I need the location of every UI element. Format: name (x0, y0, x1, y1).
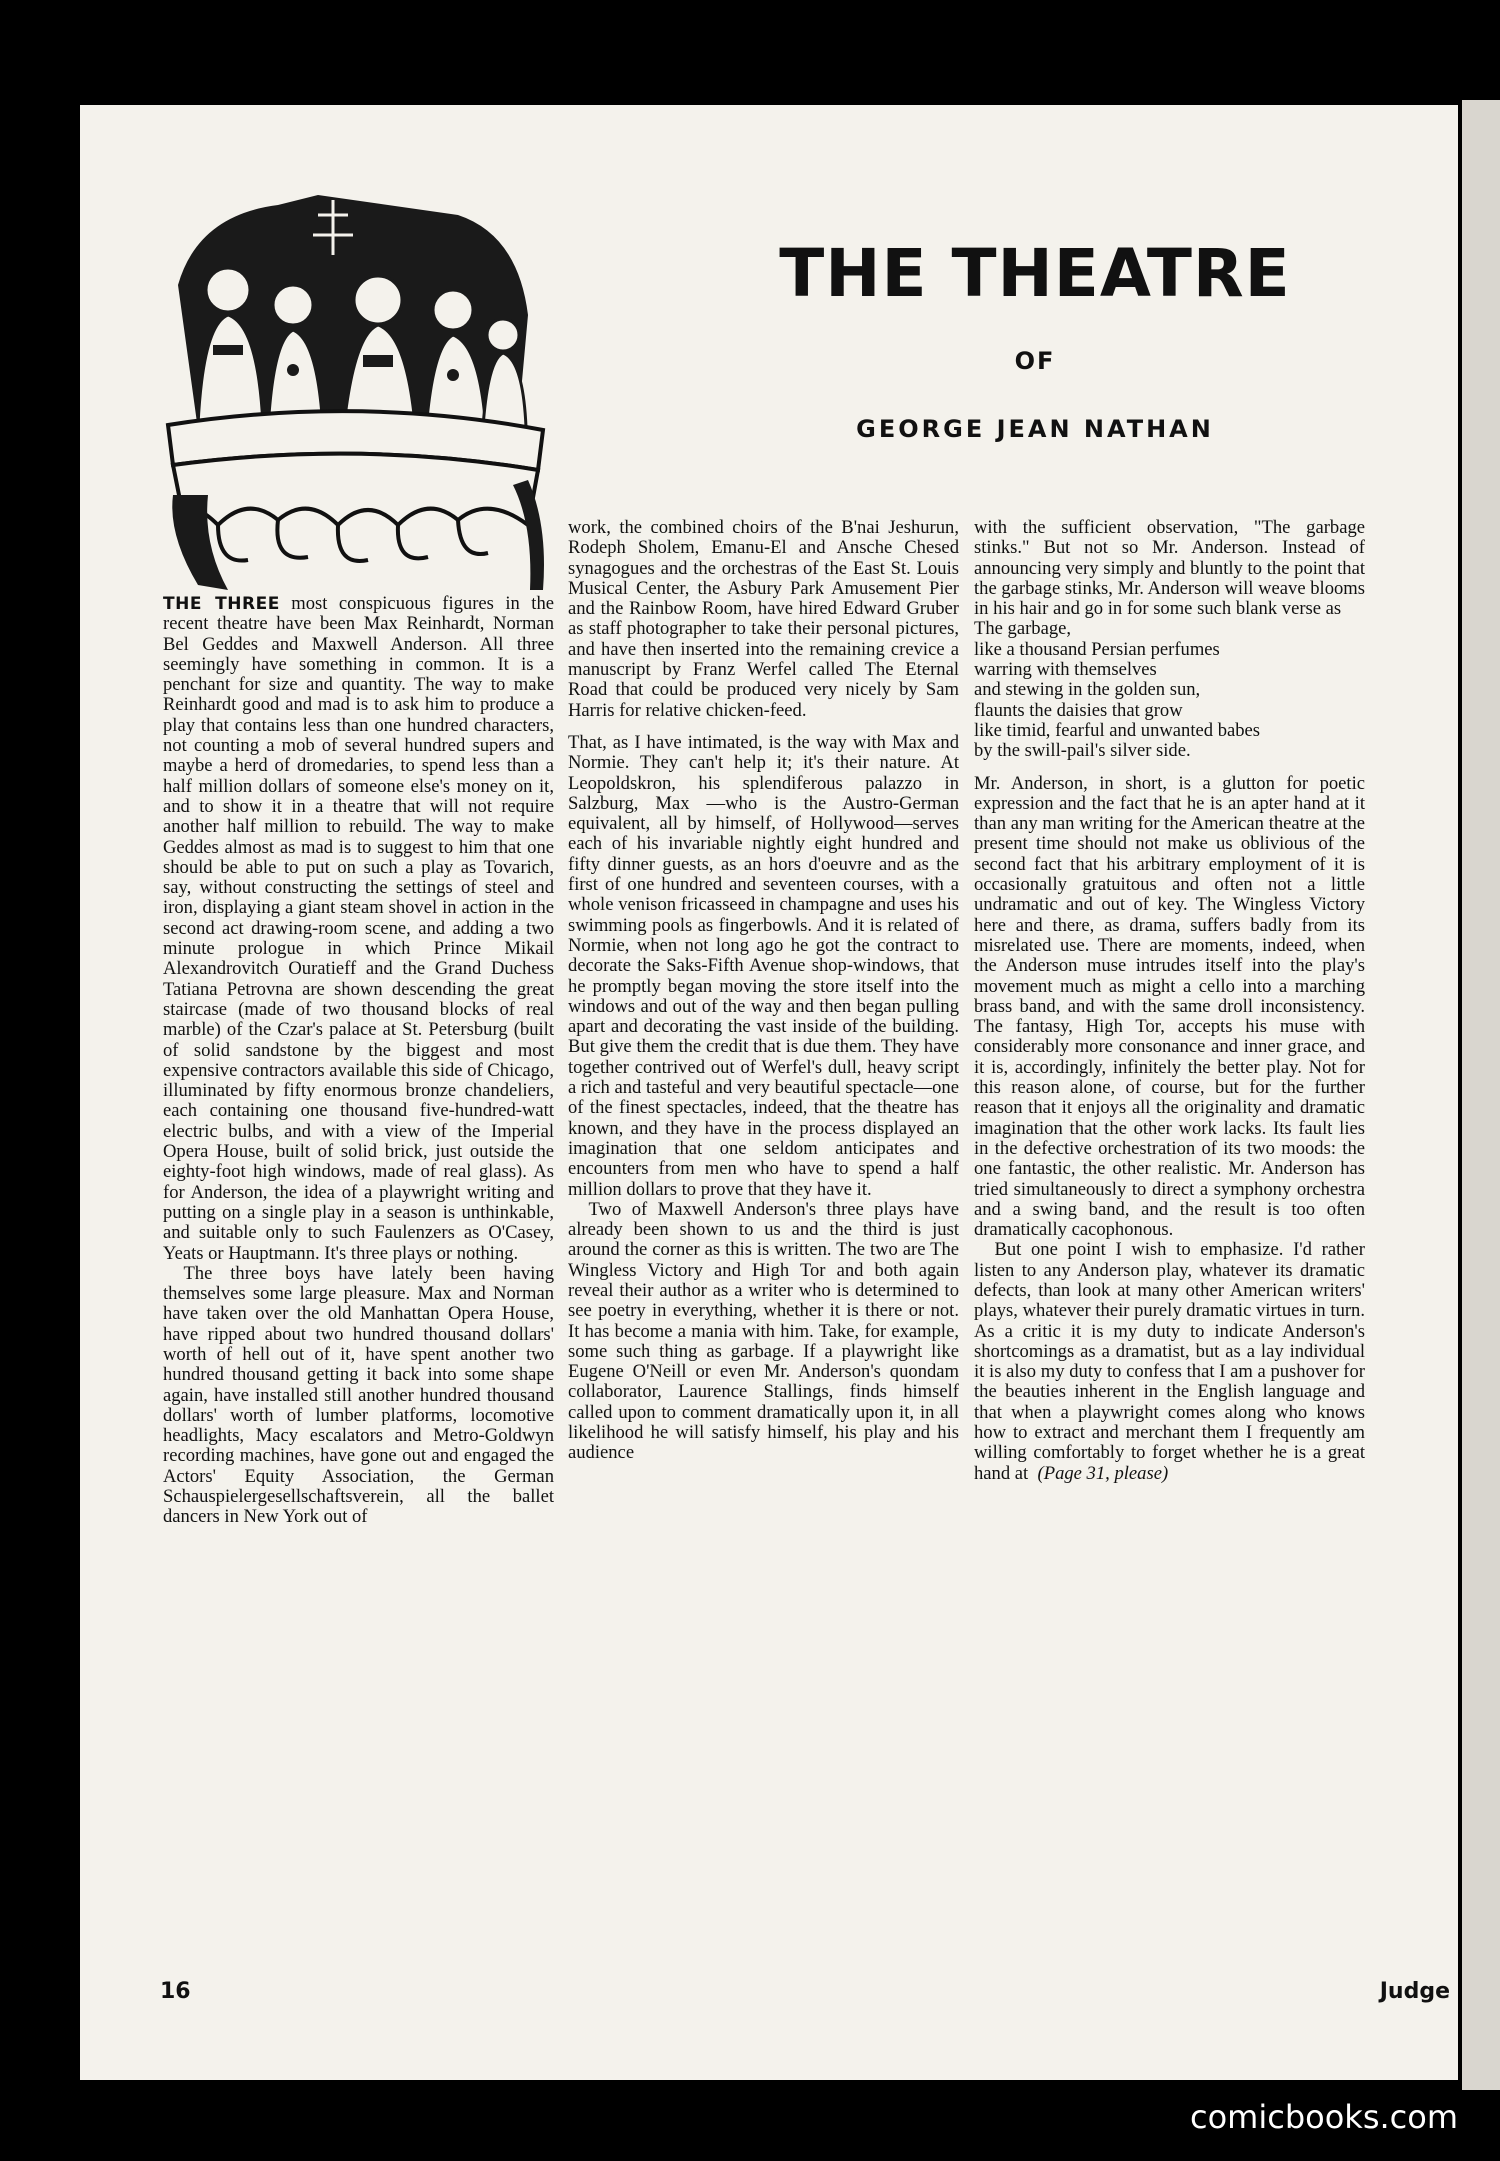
verse-line: The garbage, (974, 618, 1072, 640)
article-column-1 (163, 594, 554, 1528)
continuation-note: (Page 31, please) (1037, 1462, 1169, 1484)
magazine-name: Judge (1379, 1979, 1450, 2004)
verse-line: warring with themselves (974, 659, 1157, 681)
paragraph-text: But one point I wish to emphasize. I'd rather listen to any Anderson play, whatever its dramatic defects, than look at many other American writers' plays, whatever their purely dramatic virtues in turn. As a critic it is my duty to indicate Anderson's shortcomings as a dramatist, but as a lay individual it is also my duty to confess that I am a pushover for the beauties inherent in the English language and that when a playwright comes along who knows how to extract and merchant them I frequently am willing comfortably to forget whether he is a great hand at (974, 1239, 1365, 1484)
paragraph: with the sufficient observation, "The garbage stinks." But not so Mr. Anderson. Instead of announcing very simply and bluntly to the point that the garbage stinks, Mr. Anderson will weave blooms in his hair and go in for some such blank verse as (974, 517, 1365, 620)
page-number: 16 (160, 1979, 191, 2004)
verse-line: and stewing in the golden sun, (974, 679, 1201, 701)
paragraph: The three boys have lately been having themselves some large pleasure. Max and Norman have taken over the old Manhattan Opera House, have ripped about two hundred thousand dollars' worth of hell out of it, have spent another two hundred thousand getting it back into some shape again, have installed still another hundred thousand dollars' worth of lumber platforms, locomotive headlights, Macy escalators and Metro-Goldwyn recording machines, have gone out and engaged the Actors' Equity Association, the German Schauspielergesellschaftsverein, all the ballet dancers in New York out of (163, 1262, 554, 1528)
source-watermark: comicbooks.com (1190, 2098, 1459, 2136)
paragraph: Mr. Anderson, in short, is a glutton for poetic expression and the fact that he is an apter hand at it than any man writing for the American theatre at the present time should not make us oblivious of the second fact that his arbitrary employment of it is occasionally gratuitous and often not a little undramatic and out of key. The Wingless Victory here and there, as drama, suffers badly from its misrelated use. There are moments, indeed, when the Anderson muse intrudes itself into the play's movement much as might a cello into a marching brass band, and with the same droll inconsistency. The fantasy, High Tor, accepts his muse with considerably more consonance and inner grace, and it is, accordingly, infinitely the better play. Not for this reason alone, of course, but for the further reason that it enjoys all the originality and dramatic imagination that the other work lacks. Its fault lies in the defective orchestration of its two moods: the one fantastic, the other realistic. Mr. Anderson has tried simultaneously to direct a symphony orchestra and a swing band, and the result is too often dramatically cacophonous. (974, 772, 1365, 1241)
adjacent-page-edge (1462, 100, 1500, 2090)
verse-line: flaunts the daisies that grow (974, 699, 1183, 721)
magazine-page (80, 105, 1458, 2080)
lead-in: THE THREE (163, 594, 280, 614)
verse-line: by the swill-pail's silver side. (974, 740, 1191, 762)
verse-line: like a thousand Persian perfumes (974, 638, 1220, 660)
article-column-3 (974, 518, 1365, 1484)
verse-line: like timid, fearful and unwanted babes (974, 719, 1261, 741)
paragraph (163, 594, 554, 1264)
article-column-2 (568, 518, 959, 1464)
paragraph-text: most conspicuous figures in the recent theatre have been Max Reinhardt, Norman Bel Geddes and Maxwell Anderson. All three seemingly have something in common. It is a penchant for size and quantity. The way to make Reinhardt good and mad is to ask him to produce a play that contains less than one hundred characters, not counting a mob of several hundred supers and maybe a herd of dromedaries, to spend less than a half million dollars of someone else's money on it, and to show it in a theatre that will not require another half million to rebuild. The way to make Geddes almost as mad is to suggest to him that one should be able to put on such a play as Tovarich, say, without constructing the settings of steel and iron, displaying a giant steam shovel in action in the second act drawing-room scene, and adding a two minute prologue in which Prince Mikail Alexandrovitch Ouratieff and the Grand Duchess Tatiana Petrovna are shown descending the great staircase (made of two thousand blocks of real marble) of the Czar's palace at St. Petersburg (built of solid sandstone by the biggest and most expensive contractors available this side of Chicago, illuminated by fifty enormous bronze chandeliers, each containing one thousand five-hundred-watt electric bulbs, and with a view of the Imperial Opera House, built of solid brick, just outside the eighty-foot high windows, made of real glass). As for Anderson, the idea of a playwright writing and putting on a single play in a season is unthinkable, and suitable only to such Faulenzers as O'Casey, Yeats or Hauptmann. It's three plays or nothing. (163, 593, 555, 1264)
author-byline: GEORGE JEAN NATHAN (856, 415, 1214, 443)
paragraph: work, the combined choirs of the B'nai Jeshurun, Rodeph Sholem, Emanu-El and Ansche Chesed synagogues and the orchestras of the East St. Louis Musical Center, the Asbury Park Amusement Pier and the Rainbow Room, have hired Edward Gruber as staff photographer to take their personal pictures, and have then inserted into the remaining crevice a manuscript by Franz Werfel called The Eternal Road that could be produced very nicely by Sam Harris for relative chicken-feed. (568, 517, 959, 721)
paragraph: Two of Maxwell Anderson's three plays have already been shown to us and the third is just around the corner as this is written. The two are The Wingless Victory and High Tor and both again reveal their author as a writer who is determined to see poetry in everything, whether it is there or not. It has become a mania with him. Take, for example, some such thing as garbage. If a playwright like Eugene O'Neill or even Mr. Anderson's quondam collaborator, Laurence Stallings, finds himself called upon to comment dramatically upon it, in all likelihood he will satisfy himself, his play and his audience (568, 1198, 959, 1464)
theatre-box-illustration (158, 195, 553, 595)
paragraph: That, as I have intimated, is the way with Max and Normie. They can't help it; it's their nature. At Leopoldskron, his splendiferous palazzo in Salzburg, Max —who is the Austro-German equivalent, all by himself, of Hollywood—serves each of his invariable nightly eight hundred and fifty dinner guests, as an hors d'oeuvre and as the first of one hundred and seventeen courses, with a whole venison fricasseed in champagne and uses his swimming pools as fingerbowls. And it is related of Normie, when not long ago he got the contract to decorate the Saks-Fifth Avenue shop-windows, that he promptly began moving the store itself into the windows and out of the way and then began pulling apart and decorating the vast inside of the building. But give them the credit that is due them. They have together contrived out of Werfel's dull, heavy script a rich and tasteful and very beautiful spectacle—one of the finest spectacles, indeed, that the theatre has known, and they have in the process displayed an imagination that one seldom anticipates and encounters from men who have to spend a half million dollars to prove that they have it. (568, 731, 959, 1200)
paragraph (974, 1240, 1365, 1484)
title-of: OF (1014, 347, 1056, 375)
article-title: THE THEATRE (779, 235, 1291, 312)
